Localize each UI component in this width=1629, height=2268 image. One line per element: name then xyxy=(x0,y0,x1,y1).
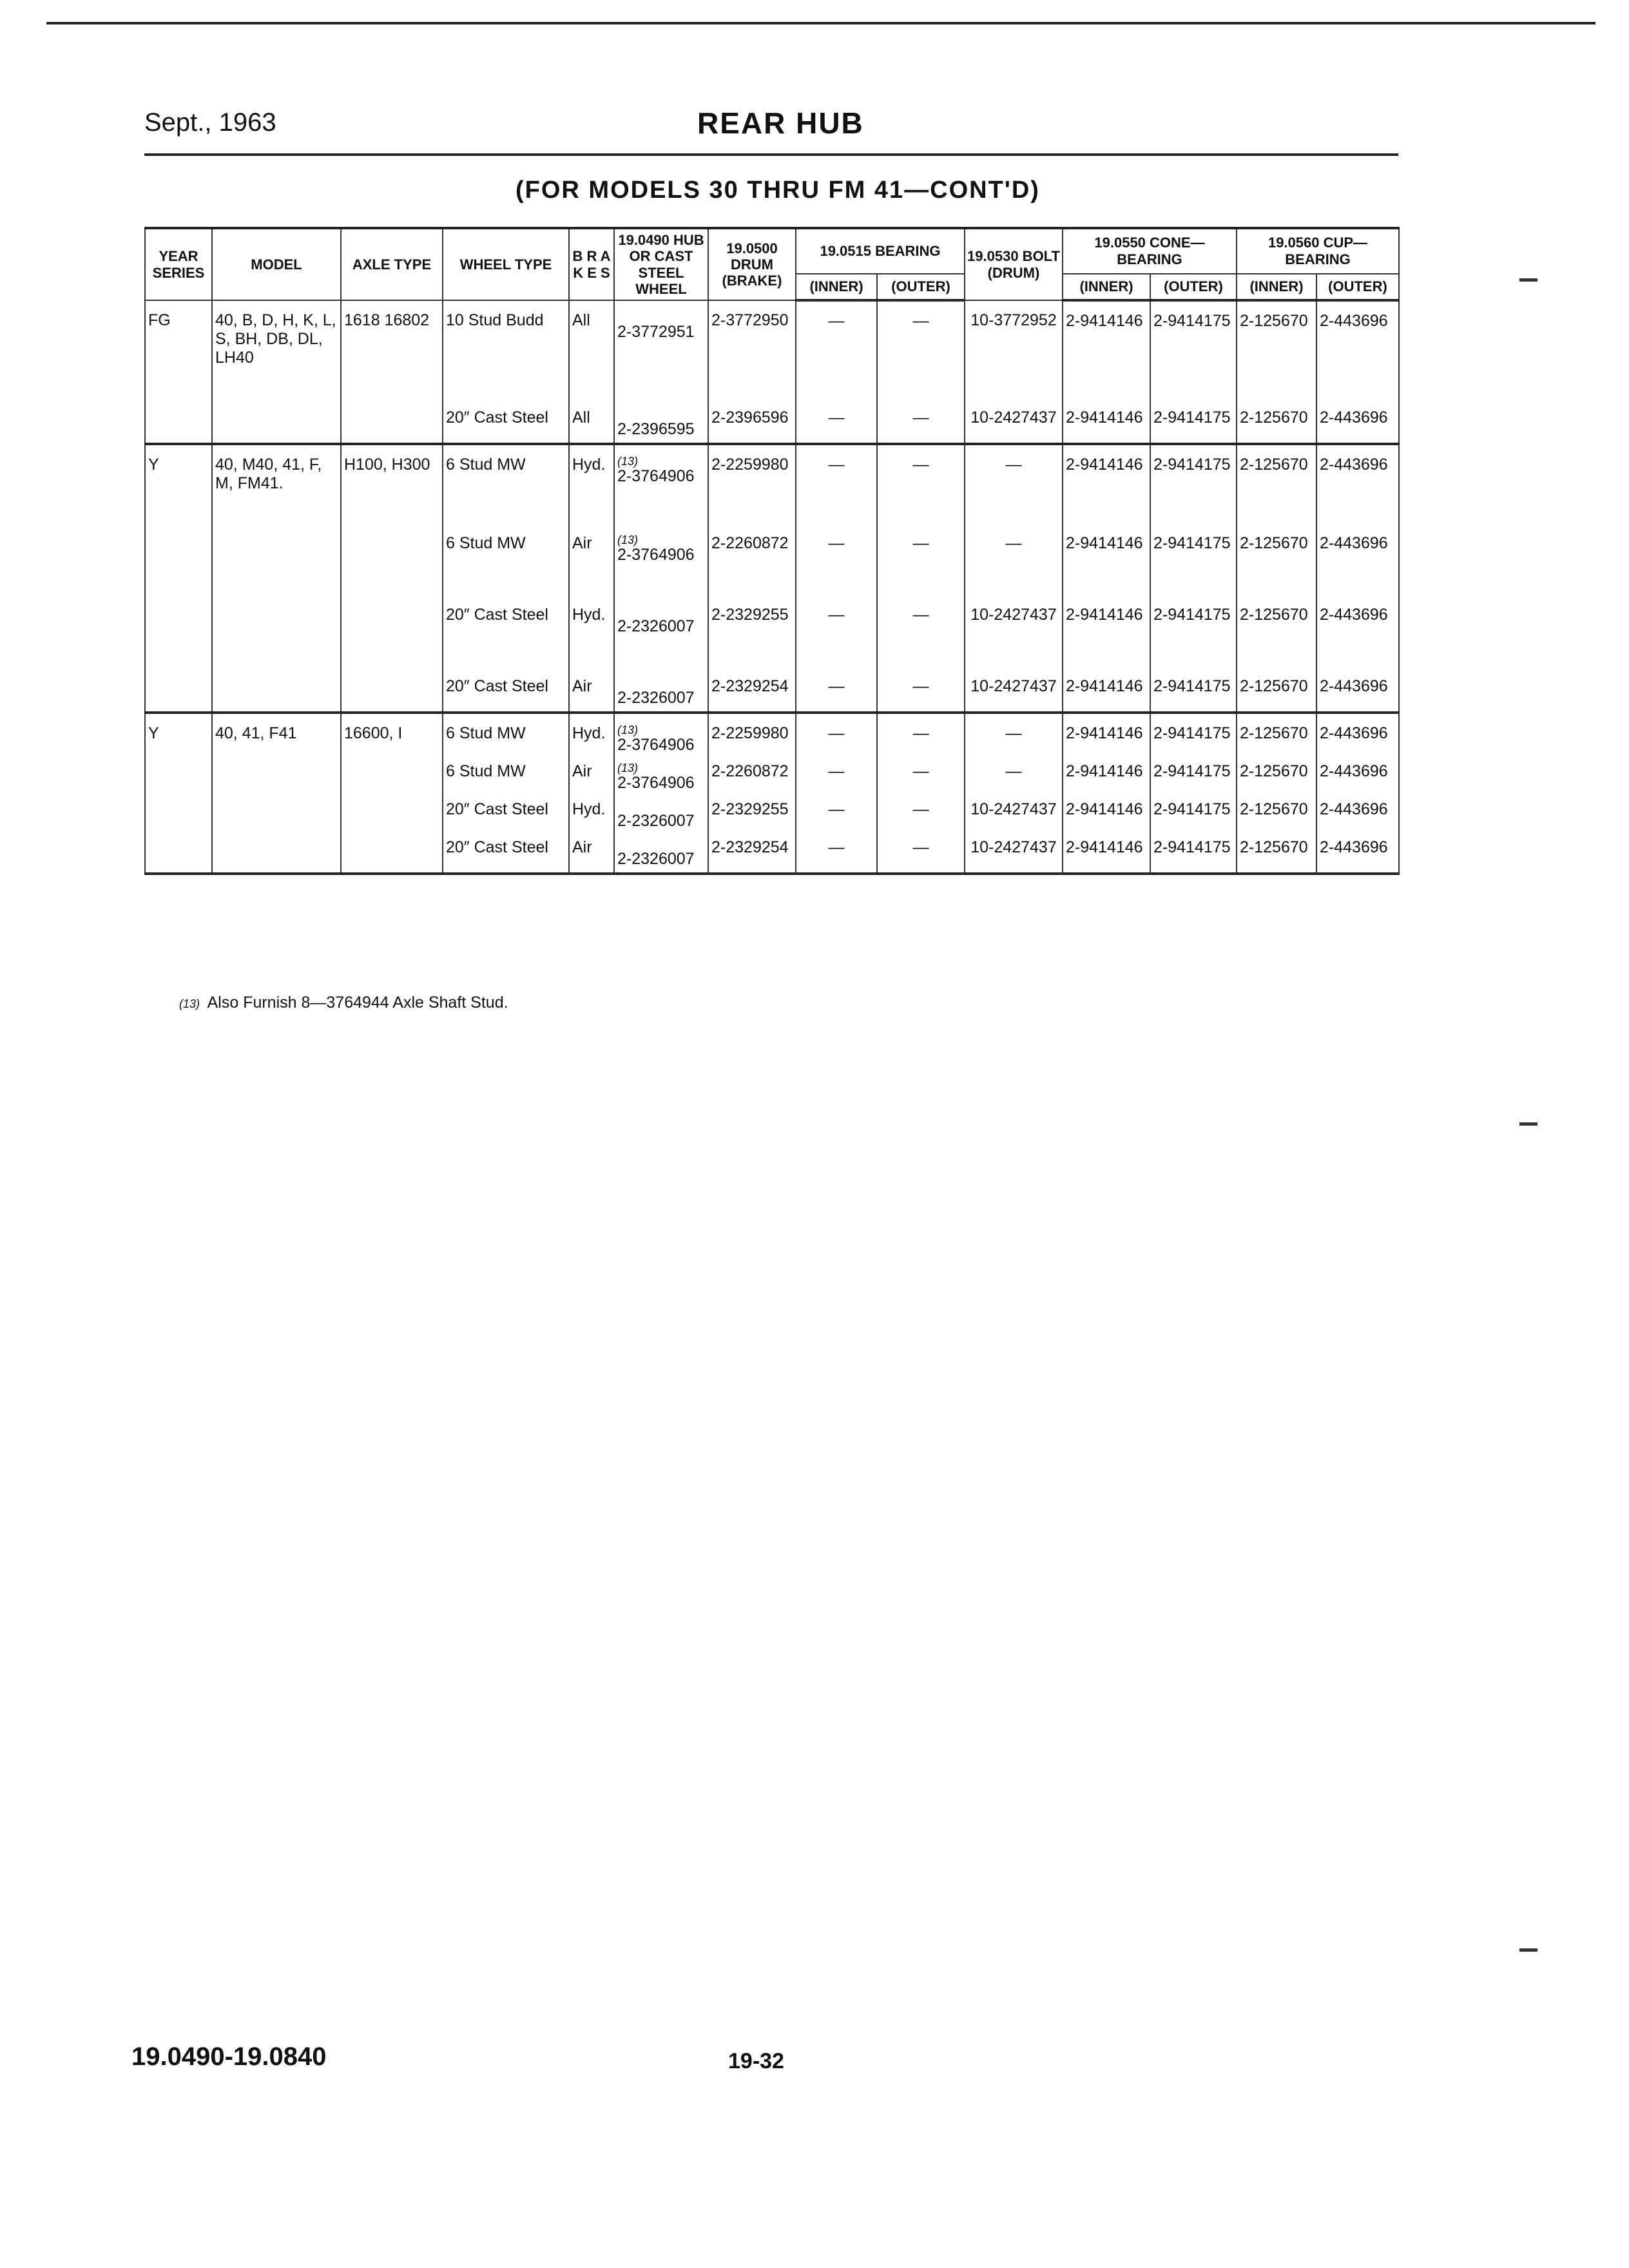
model-cell xyxy=(212,758,341,796)
hub-part-number: 2-3764906 xyxy=(617,736,695,754)
wheel-type-cell: 6 Stud MW xyxy=(443,758,569,796)
col-bearing-outer: (OUTER) xyxy=(877,274,965,301)
brakes-cell: Hyd. xyxy=(569,444,614,497)
wheel-type-cell: 20″ Cast Steel xyxy=(443,568,569,640)
footnote-ref: (13) xyxy=(617,762,639,775)
bearing-inner-cell: — xyxy=(796,758,877,796)
cone-outer-cell: 2-9414175 xyxy=(1150,371,1237,444)
bearing-outer-cell: — xyxy=(877,834,965,874)
cone-outer-cell: 2-9414175 xyxy=(1150,640,1237,713)
year-cell xyxy=(145,640,212,713)
col-bolt: 19.0530 BOLT (DRUM) xyxy=(965,228,1063,300)
footnote-ref xyxy=(617,838,705,850)
margin-mark xyxy=(1519,1948,1537,1952)
cone-outer-cell: 2-9414175 xyxy=(1150,713,1237,758)
table-row xyxy=(145,713,1399,758)
cone-inner-cell: 2-9414146 xyxy=(1063,300,1150,371)
bearing-outer-cell: — xyxy=(877,640,965,713)
footnote-ref xyxy=(617,677,705,689)
cup-outer-cell: 2-443696 xyxy=(1316,371,1399,444)
footnote-ref: (13) xyxy=(617,533,639,547)
axle-type-cell xyxy=(341,834,443,874)
cup-outer-cell: 2-443696 xyxy=(1316,796,1399,834)
bolt-part-cell: 10-2427437 xyxy=(965,371,1063,444)
bolt-part-cell: 10-2427437 xyxy=(965,796,1063,834)
col-brakes: B R A K E S xyxy=(569,228,614,300)
brakes-cell: Air xyxy=(569,834,614,874)
wheel-type-cell: 20″ Cast Steel xyxy=(443,371,569,444)
col-drum: 19.0500 DRUM (BRAKE) xyxy=(708,228,796,300)
cup-inner-cell: 2-125670 xyxy=(1237,568,1316,640)
footnote-ref xyxy=(617,800,705,812)
drum-part-cell: 2-2259980 xyxy=(708,444,796,497)
cup-outer-cell: 2-443696 xyxy=(1316,497,1399,568)
bearing-inner-cell: — xyxy=(796,371,877,444)
cone-outer-cell: 2-9414175 xyxy=(1150,568,1237,640)
cup-inner-cell: 2-125670 xyxy=(1237,497,1316,568)
drum-part-cell: 2-2260872 xyxy=(708,758,796,796)
col-cone-inner: (INNER) xyxy=(1063,274,1150,301)
bearing-inner-cell: — xyxy=(796,300,877,371)
brakes-cell: Air xyxy=(569,640,614,713)
year-cell: FG xyxy=(145,300,212,371)
table-row xyxy=(145,796,1399,834)
bearing-outer-cell: — xyxy=(877,371,965,444)
hub-part-cell xyxy=(614,640,708,713)
hub-part-number: 2-2396595 xyxy=(617,420,695,439)
bolt-part-cell: 10-2427437 xyxy=(965,640,1063,713)
drum-part-cell: 2-2329255 xyxy=(708,568,796,640)
col-bearing-inner: (INNER) xyxy=(796,274,877,301)
cone-outer-cell: 2-9414175 xyxy=(1150,758,1237,796)
col-model: MODEL xyxy=(212,228,341,300)
bolt-part-cell: 10-3772952 xyxy=(965,300,1063,371)
brakes-cell: Air xyxy=(569,497,614,568)
cone-outer-cell: 2-9414175 xyxy=(1150,300,1237,371)
wheel-type-cell: 6 Stud MW xyxy=(443,497,569,568)
axle-type-cell xyxy=(341,640,443,713)
page-number: 19-32 xyxy=(728,2049,784,2073)
model-cell: 40, 41, F41 xyxy=(212,713,341,758)
hub-part-cell xyxy=(614,568,708,640)
model-cell: 40, B, D, H, K, L, S, BH, DB, DL, LH40 xyxy=(212,300,341,371)
model-cell xyxy=(212,568,341,640)
year-cell: Y xyxy=(145,444,212,497)
cone-inner-cell: 2-9414146 xyxy=(1063,834,1150,874)
axle-type-cell xyxy=(341,371,443,444)
axle-type-cell xyxy=(341,796,443,834)
cup-inner-cell: 2-125670 xyxy=(1237,713,1316,758)
table-row xyxy=(145,300,1399,371)
col-cone-outer: (OUTER) xyxy=(1150,274,1237,301)
cup-inner-cell: 2-125670 xyxy=(1237,796,1316,834)
bearing-outer-cell: — xyxy=(877,300,965,371)
cup-outer-cell: 2-443696 xyxy=(1316,444,1399,497)
year-cell xyxy=(145,758,212,796)
brakes-cell: Hyd. xyxy=(569,568,614,640)
top-rule xyxy=(46,22,1595,24)
table-row xyxy=(145,758,1399,796)
model-cell xyxy=(212,371,341,444)
drum-part-cell: 2-2329254 xyxy=(708,640,796,713)
margin-mark xyxy=(1519,278,1537,282)
bearing-inner-cell: — xyxy=(796,713,877,758)
cone-outer-cell: 2-9414175 xyxy=(1150,834,1237,874)
wheel-type-cell: 20″ Cast Steel xyxy=(443,640,569,713)
table-row xyxy=(145,568,1399,640)
hub-part-number: 2-3764906 xyxy=(617,774,695,793)
cup-outer-cell: 2-443696 xyxy=(1316,568,1399,640)
rear-hub-table xyxy=(144,227,1400,875)
hub-part-cell xyxy=(614,796,708,834)
cone-outer-cell: 2-9414175 xyxy=(1150,497,1237,568)
model-cell: 40, M40, 41, F, M, FM41. xyxy=(212,444,341,497)
cone-inner-cell: 2-9414146 xyxy=(1063,796,1150,834)
axle-type-cell: 1618 16802 xyxy=(341,300,443,371)
cup-inner-cell: 2-125670 xyxy=(1237,834,1316,874)
hub-part-number: 2-3772951 xyxy=(617,323,695,341)
bearing-outer-cell: — xyxy=(877,796,965,834)
col-year-series: YEAR SERIES xyxy=(145,228,212,300)
col-cup-inner: (INNER) xyxy=(1237,274,1316,301)
footnote-text: Also Furnish 8—3764944 Axle Shaft Stud. xyxy=(207,994,508,1012)
bearing-outer-cell: — xyxy=(877,497,965,568)
drum-part-cell: 2-2329254 xyxy=(708,834,796,874)
cup-outer-cell: 2-443696 xyxy=(1316,713,1399,758)
wheel-type-cell: 20″ Cast Steel xyxy=(443,796,569,834)
table-row xyxy=(145,497,1399,568)
cup-inner-cell: 2-125670 xyxy=(1237,371,1316,444)
model-cell xyxy=(212,640,341,713)
drum-part-cell: 2-2329255 xyxy=(708,796,796,834)
brakes-cell: Hyd. xyxy=(569,713,614,758)
cone-outer-cell: 2-9414175 xyxy=(1150,796,1237,834)
year-cell xyxy=(145,568,212,640)
model-cell xyxy=(212,834,341,874)
hub-part-cell xyxy=(614,444,708,497)
hub-part-number: 2-2326007 xyxy=(617,689,695,707)
axle-type-cell xyxy=(341,568,443,640)
wheel-type-cell: 6 Stud MW xyxy=(443,713,569,758)
hub-part-cell xyxy=(614,497,708,568)
footnote xyxy=(179,994,508,1012)
hub-part-cell xyxy=(614,371,708,444)
bolt-part-cell: 10-2427437 xyxy=(965,834,1063,874)
footnote-ref xyxy=(617,408,705,420)
cone-outer-cell: 2-9414175 xyxy=(1150,444,1237,497)
footnote-ref xyxy=(617,606,705,617)
year-cell xyxy=(145,834,212,874)
cup-inner-cell: 2-125670 xyxy=(1237,640,1316,713)
bearing-outer-cell: — xyxy=(877,444,965,497)
model-cell xyxy=(212,497,341,568)
bearing-inner-cell: — xyxy=(796,444,877,497)
drum-part-cell: 2-2259980 xyxy=(708,713,796,758)
hub-part-cell xyxy=(614,300,708,371)
footnote-ref: (13) xyxy=(617,455,639,468)
drum-part-cell: 2-2396596 xyxy=(708,371,796,444)
brakes-cell: All xyxy=(569,371,614,444)
bearing-inner-cell: — xyxy=(796,568,877,640)
wheel-type-cell: 6 Stud MW xyxy=(443,444,569,497)
year-cell: Y xyxy=(145,713,212,758)
axle-type-cell: 16600, I xyxy=(341,713,443,758)
drum-part-cell: 2-2260872 xyxy=(708,497,796,568)
hub-part-number: 2-2326007 xyxy=(617,617,695,636)
axle-type-cell xyxy=(341,758,443,796)
cone-inner-cell: 2-9414146 xyxy=(1063,640,1150,713)
footnote-ref xyxy=(617,311,705,323)
hub-part-cell xyxy=(614,834,708,874)
cone-inner-cell: 2-9414146 xyxy=(1063,568,1150,640)
cup-inner-cell: 2-125670 xyxy=(1237,444,1316,497)
axle-type-cell: H100, H300 xyxy=(341,444,443,497)
bolt-part-cell: 10-2427437 xyxy=(965,568,1063,640)
table-row xyxy=(145,640,1399,713)
hub-part-number: 2-3764906 xyxy=(617,546,695,564)
col-hub: 19.0490 HUB OR CAST STEEL WHEEL xyxy=(614,228,708,300)
table-row xyxy=(145,371,1399,444)
bearing-inner-cell: — xyxy=(796,497,877,568)
page-subtitle: (FOR MODELS 30 THRU FM 41—CONT'D) xyxy=(516,177,1040,204)
bolt-part-cell: — xyxy=(965,444,1063,497)
model-cell xyxy=(212,796,341,834)
bearing-outer-cell: — xyxy=(877,713,965,758)
col-wheel-type: WHEEL TYPE xyxy=(443,228,569,300)
brakes-cell: Hyd. xyxy=(569,796,614,834)
cone-inner-cell: 2-9414146 xyxy=(1063,758,1150,796)
bearing-inner-cell: — xyxy=(796,834,877,874)
footnote-marker: (13) xyxy=(179,997,200,1010)
hub-part-number: 2-2326007 xyxy=(617,850,695,869)
bolt-part-cell: — xyxy=(965,758,1063,796)
table-header-row xyxy=(145,228,1399,274)
title-rule xyxy=(144,153,1398,156)
drum-part-cell: 2-3772950 xyxy=(708,300,796,371)
hub-part-cell xyxy=(614,758,708,796)
cup-inner-cell: 2-125670 xyxy=(1237,758,1316,796)
axle-type-cell xyxy=(341,497,443,568)
year-cell xyxy=(145,371,212,444)
bolt-part-cell: — xyxy=(965,497,1063,568)
footnote-ref: (13) xyxy=(617,724,639,737)
col-cone-bearing: 19.0550 CONE—BEARING xyxy=(1063,228,1237,274)
cup-outer-cell: 2-443696 xyxy=(1316,300,1399,371)
year-cell xyxy=(145,796,212,834)
brakes-cell: All xyxy=(569,300,614,371)
bearing-inner-cell: — xyxy=(796,796,877,834)
col-bearing: 19.0515 BEARING xyxy=(796,228,965,274)
col-axle-type: AXLE TYPE xyxy=(341,228,443,300)
table-row xyxy=(145,444,1399,497)
bolt-part-cell: — xyxy=(965,713,1063,758)
table-row xyxy=(145,834,1399,874)
cup-outer-cell: 2-443696 xyxy=(1316,834,1399,874)
hub-part-number: 2-3764906 xyxy=(617,467,695,486)
cup-outer-cell: 2-443696 xyxy=(1316,758,1399,796)
hub-part-number: 2-2326007 xyxy=(617,812,695,831)
page-title: REAR HUB xyxy=(697,106,864,140)
col-cup-bearing: 19.0560 CUP—BEARING xyxy=(1237,228,1399,274)
cup-outer-cell: 2-443696 xyxy=(1316,640,1399,713)
page-date: Sept., 1963 xyxy=(144,108,276,137)
cup-inner-cell: 2-125670 xyxy=(1237,300,1316,371)
cone-inner-cell: 2-9414146 xyxy=(1063,444,1150,497)
wheel-type-cell: 10 Stud Budd xyxy=(443,300,569,371)
bearing-inner-cell: — xyxy=(796,640,877,713)
hub-part-cell xyxy=(614,713,708,758)
cone-inner-cell: 2-9414146 xyxy=(1063,713,1150,758)
bearing-outer-cell: — xyxy=(877,758,965,796)
year-cell xyxy=(145,497,212,568)
section-range: 19.0490-19.0840 xyxy=(131,2042,327,2071)
wheel-type-cell: 20″ Cast Steel xyxy=(443,834,569,874)
bearing-outer-cell: — xyxy=(877,568,965,640)
cone-inner-cell: 2-9414146 xyxy=(1063,371,1150,444)
brakes-cell: Air xyxy=(569,758,614,796)
cone-inner-cell: 2-9414146 xyxy=(1063,497,1150,568)
col-cup-outer: (OUTER) xyxy=(1316,274,1399,301)
margin-mark xyxy=(1519,1122,1537,1126)
